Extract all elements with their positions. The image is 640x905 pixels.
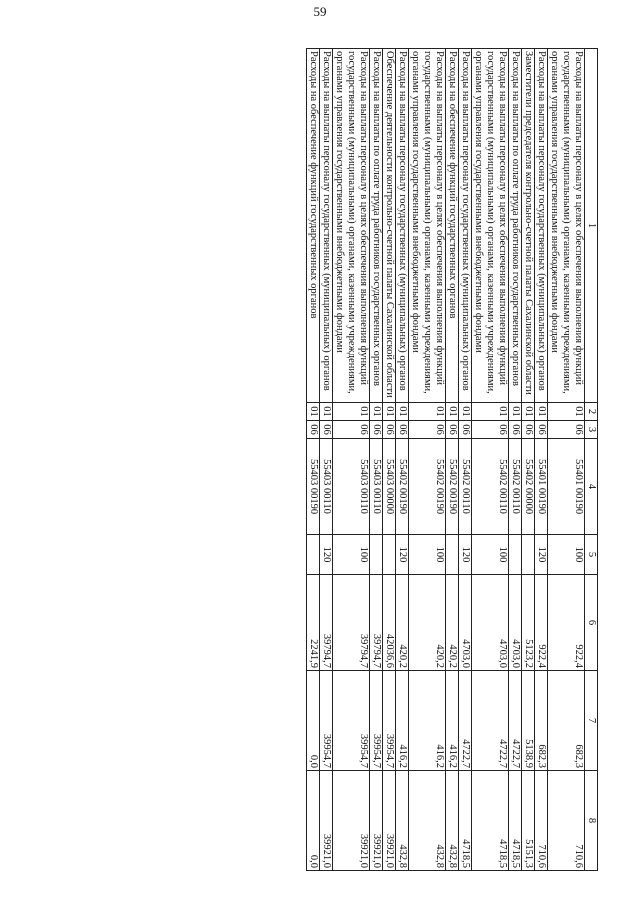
target-article-cell: 55403 00000 bbox=[383, 439, 396, 535]
table-row bbox=[535, 49, 548, 871]
amount-cell: 39954,7 bbox=[320, 671, 333, 771]
amount-cell: 39794,7 bbox=[320, 575, 333, 671]
table-header bbox=[585, 49, 598, 871]
expense-type-cell bbox=[383, 535, 396, 575]
section-code-cell: 01 bbox=[383, 403, 396, 421]
amount-cell: 922,4 bbox=[535, 575, 548, 671]
table-row bbox=[383, 49, 396, 871]
section-code-cell: 01 bbox=[548, 403, 585, 421]
amount-cell: 710,6 bbox=[535, 771, 548, 871]
table-row bbox=[307, 49, 320, 871]
column-header: 3 bbox=[585, 421, 598, 439]
amount-cell: 0,0 bbox=[307, 771, 320, 871]
row-name-cell: Расходы на выплаты по оплате труда работников государственных органов bbox=[509, 49, 522, 403]
amount-cell: 432,8 bbox=[409, 771, 446, 871]
section-code-cell: 01 bbox=[333, 403, 370, 421]
row-name-cell: Расходы на выплаты персоналу в целях обеспечения выполнения функций государственными (муниципальными) органами, казенными учреждениями, органами управления государственными внебюджетными фондами bbox=[333, 49, 370, 403]
target-article-cell: 55402 00110 bbox=[509, 439, 522, 535]
expense-type-cell bbox=[370, 535, 383, 575]
row-name-cell: Расходы на обеспечение функций государственных органов bbox=[446, 49, 459, 403]
amount-cell: 2241,9 bbox=[307, 575, 320, 671]
amount-cell: 39954,7 bbox=[333, 671, 370, 771]
amount-cell: 39954,7 bbox=[370, 671, 383, 771]
table-row bbox=[370, 49, 383, 871]
amount-cell: 420,2 bbox=[409, 575, 446, 671]
amount-cell: 42036,6 bbox=[383, 575, 396, 671]
target-article-cell: 55402 00110 bbox=[459, 439, 472, 535]
expense-type-cell: 120 bbox=[535, 535, 548, 575]
target-article-cell: 55403 00110 bbox=[320, 439, 333, 535]
amount-cell: 4703,0 bbox=[509, 575, 522, 671]
subsection-code-cell: 06 bbox=[370, 421, 383, 439]
amount-cell: 432,8 bbox=[446, 771, 459, 871]
column-header: 6 bbox=[585, 575, 598, 671]
target-article-cell: 55402 00190 bbox=[409, 439, 446, 535]
amount-cell: 416,2 bbox=[396, 671, 409, 771]
row-name-cell: Расходы на обеспечение функций государственных органов bbox=[307, 49, 320, 403]
subsection-code-cell: 06 bbox=[522, 421, 535, 439]
column-header: 2 bbox=[585, 403, 598, 421]
table-row bbox=[522, 49, 535, 871]
table-row bbox=[396, 49, 409, 871]
subsection-code-cell: 06 bbox=[320, 421, 333, 439]
section-code-cell: 01 bbox=[446, 403, 459, 421]
expense-type-cell: 100 bbox=[409, 535, 446, 575]
section-code-cell: 01 bbox=[396, 403, 409, 421]
target-article-cell: 55401 00190 bbox=[548, 439, 585, 535]
amount-cell: 39921,0 bbox=[333, 771, 370, 871]
amount-cell: 4718,5 bbox=[459, 771, 472, 871]
expense-type-cell: 100 bbox=[472, 535, 509, 575]
expense-type-cell: 100 bbox=[548, 535, 585, 575]
subsection-code-cell: 06 bbox=[307, 421, 320, 439]
amount-cell: 5151,3 bbox=[522, 771, 535, 871]
amount-cell: 4722,7 bbox=[472, 671, 509, 771]
row-name-cell: Заместители председателя контрольно-счетной палаты Сахалинской области bbox=[522, 49, 535, 403]
amount-cell: 0,0 bbox=[307, 671, 320, 771]
amount-cell: 5123,2 bbox=[522, 575, 535, 671]
row-name-cell: Расходы на выплаты по оплате труда работников государственных органов bbox=[370, 49, 383, 403]
rotated-page bbox=[42, 48, 598, 870]
amount-cell: 432,8 bbox=[396, 771, 409, 871]
section-code-cell: 01 bbox=[509, 403, 522, 421]
table-body bbox=[307, 49, 585, 871]
amount-cell: 416,2 bbox=[446, 671, 459, 771]
column-header: 5 bbox=[585, 535, 598, 575]
amount-cell: 39794,7 bbox=[333, 575, 370, 671]
subsection-code-cell: 06 bbox=[472, 421, 509, 439]
expense-type-cell: 100 bbox=[333, 535, 370, 575]
subsection-code-cell: 06 bbox=[396, 421, 409, 439]
target-article-cell: 55402 00000 bbox=[522, 439, 535, 535]
page-number: 59 bbox=[313, 4, 327, 19]
expense-type-cell: 120 bbox=[459, 535, 472, 575]
amount-cell: 39921,0 bbox=[383, 771, 396, 871]
row-name-cell: Расходы на выплаты персоналу в целях обеспечения выполнения функций государственными (муниципальными) органами, казенными учреждениями, органами управления государственными внебюджетными фондами bbox=[409, 49, 446, 403]
section-code-cell: 01 bbox=[370, 403, 383, 421]
subsection-code-cell: 06 bbox=[548, 421, 585, 439]
table-row bbox=[409, 49, 446, 871]
expense-type-cell: 120 bbox=[396, 535, 409, 575]
column-header: 1 bbox=[585, 49, 598, 403]
target-article-cell: 55403 00190 bbox=[307, 439, 320, 535]
target-article-cell: 55403 00110 bbox=[370, 439, 383, 535]
expense-type-cell bbox=[509, 535, 522, 575]
table-row bbox=[320, 49, 333, 871]
section-code-cell: 01 bbox=[459, 403, 472, 421]
amount-cell: 4703,0 bbox=[472, 575, 509, 671]
amount-cell: 39794,7 bbox=[370, 575, 383, 671]
amount-cell: 710,6 bbox=[548, 771, 585, 871]
budget-table bbox=[306, 48, 598, 871]
section-code-cell: 01 bbox=[409, 403, 446, 421]
amount-cell: 5138,9 bbox=[522, 671, 535, 771]
subsection-code-cell: 06 bbox=[409, 421, 446, 439]
expense-type-cell bbox=[307, 535, 320, 575]
amount-cell: 420,2 bbox=[446, 575, 459, 671]
amount-cell: 420,2 bbox=[396, 575, 409, 671]
target-article-cell: 55402 00190 bbox=[396, 439, 409, 535]
section-code-cell: 01 bbox=[535, 403, 548, 421]
header-row bbox=[585, 49, 598, 871]
row-name-cell: Расходы на выплаты персоналу в целях обеспечения выполнения функций государственными (муниципальными) органами, казенными учреждениями, органами управления государственными внебюджетными фондами bbox=[472, 49, 509, 403]
amount-cell: 682,3 bbox=[535, 671, 548, 771]
target-article-cell: 55402 00110 bbox=[472, 439, 509, 535]
target-article-cell: 55403 00110 bbox=[333, 439, 370, 535]
amount-cell: 416,2 bbox=[409, 671, 446, 771]
row-name-cell: Расходы на выплаты персоналу государственных (муниципальных) органов bbox=[396, 49, 409, 403]
table-row bbox=[472, 49, 509, 871]
table-row bbox=[459, 49, 472, 871]
row-name-cell: Расходы на выплаты персоналу в целях обеспечения выполнения функций государственными (муниципальными) органами, казенными учреждениями, органами управления государственными внебюджетными фондами bbox=[548, 49, 585, 403]
subsection-code-cell: 06 bbox=[446, 421, 459, 439]
amount-cell: 4722,7 bbox=[509, 671, 522, 771]
amount-cell: 39921,0 bbox=[370, 771, 383, 871]
row-name-cell: Расходы на выплаты персоналу государственных (муниципальных) органов bbox=[535, 49, 548, 403]
amount-cell: 922,4 bbox=[548, 575, 585, 671]
section-code-cell: 01 bbox=[320, 403, 333, 421]
section-code-cell: 01 bbox=[307, 403, 320, 421]
amount-cell: 4718,5 bbox=[472, 771, 509, 871]
amount-cell: 682,3 bbox=[548, 671, 585, 771]
target-article-cell: 55402 00190 bbox=[446, 439, 459, 535]
amount-cell: 39921,0 bbox=[320, 771, 333, 871]
column-header: 8 bbox=[585, 771, 598, 871]
subsection-code-cell: 06 bbox=[459, 421, 472, 439]
table-row bbox=[509, 49, 522, 871]
column-header: 7 bbox=[585, 671, 598, 771]
row-name-cell: Расходы на выплаты персоналу государственных (муниципальных) органов bbox=[320, 49, 333, 403]
row-name-cell: Обеспечение деятельности контрольно-счетной палаты Сахалинской области bbox=[383, 49, 396, 403]
section-code-cell: 01 bbox=[472, 403, 509, 421]
table-row bbox=[446, 49, 459, 871]
expense-type-cell: 120 bbox=[320, 535, 333, 575]
subsection-code-cell: 06 bbox=[509, 421, 522, 439]
expense-type-cell bbox=[446, 535, 459, 575]
amount-cell: 4722,7 bbox=[459, 671, 472, 771]
target-article-cell: 55401 00190 bbox=[535, 439, 548, 535]
table-row bbox=[548, 49, 585, 871]
amount-cell: 39954,7 bbox=[383, 671, 396, 771]
column-header: 4 bbox=[585, 439, 598, 535]
subsection-code-cell: 06 bbox=[383, 421, 396, 439]
subsection-code-cell: 06 bbox=[333, 421, 370, 439]
expense-type-cell bbox=[522, 535, 535, 575]
amount-cell: 4703,0 bbox=[459, 575, 472, 671]
table-row bbox=[333, 49, 370, 871]
section-code-cell: 01 bbox=[522, 403, 535, 421]
row-name-cell: Расходы на выплаты персоналу государственных (муниципальных) органов bbox=[459, 49, 472, 403]
amount-cell: 4718,5 bbox=[509, 771, 522, 871]
subsection-code-cell: 06 bbox=[535, 421, 548, 439]
